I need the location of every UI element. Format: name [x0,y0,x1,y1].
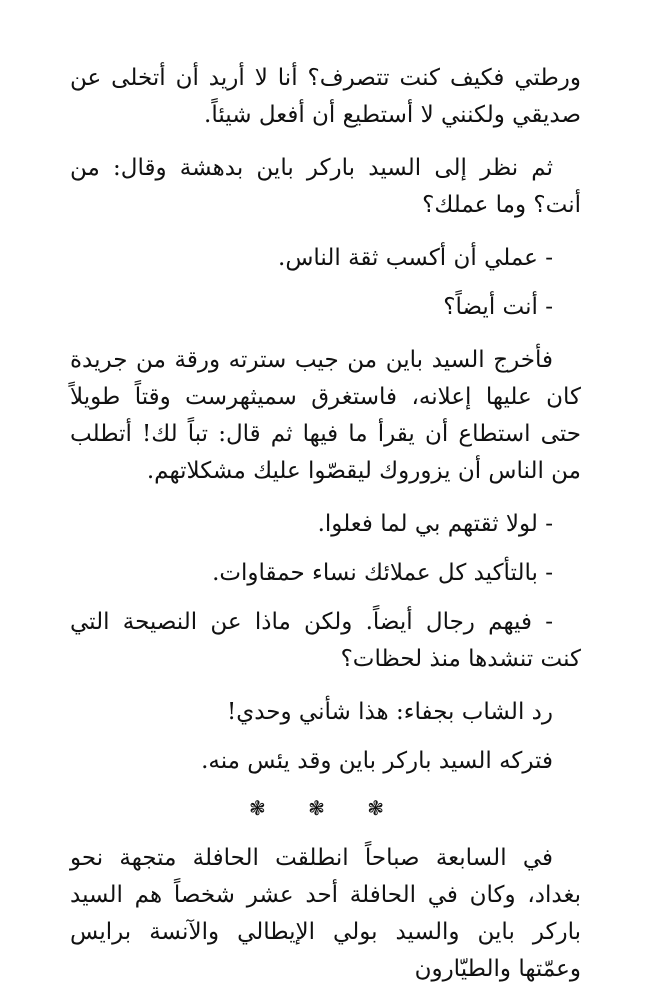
paragraph-3: فأخرج السيد باين من جيب سترته ورقة من جريدة كان عليها إعلانه، فاستغرق سميثهرست وقتاً طويلاً حتى استطاع أن يقرأ ما فيها ثم قال: تباً لك! أتطلب من الناس أن يزوروك ليقصّوا عليك مشكلاتهم. [70,347,581,484]
paragraph-5: فتركه السيد باركر باين وقد يئس منه. [201,748,553,774]
dialogue-line-3: - لولا ثقتهم بي لما فعلوا. [317,511,553,537]
paragraph-6: في السابعة صباحاً انطلقت الحافلة متجهة نحو بغداد، وكان في الحافلة أحد عشر شخصاً هم السيد باركر باين والسيد بولي الإيطالي والآنسة برايس وعمّتها والطيّارون [70,845,581,982]
paragraph-4: رد الشاب بجفاء: هذا شأني وحدي! [226,699,553,725]
dialogue-line-1: - عملي أن أكسب ثقة الناس. [278,245,553,271]
paragraph-1: ورطتي فكيف كنت تتصرف؟ أنا لا أريد أن أتخلى عن صديقي ولكنني لا أستطيع أن أفعل شيئاً. [70,65,581,128]
section-separator: ❃ ❃ ❃ [249,796,402,820]
paragraph-2: ثم نظر إلى السيد باركر باين بدهشة وقال: من أنت؟ وما عملك؟ [70,155,581,218]
dialogue-line-4: - بالتأكيد كل عملائك نساء حمقاوات. [212,560,553,586]
dialogue-line-2: - أنت أيضاً؟ [443,294,553,320]
dialogue-line-5: - فيهم رجال أيضاً. ولكن ماذا عن النصيحة التي كنت تنشدها منذ لحظات؟ [70,609,581,672]
